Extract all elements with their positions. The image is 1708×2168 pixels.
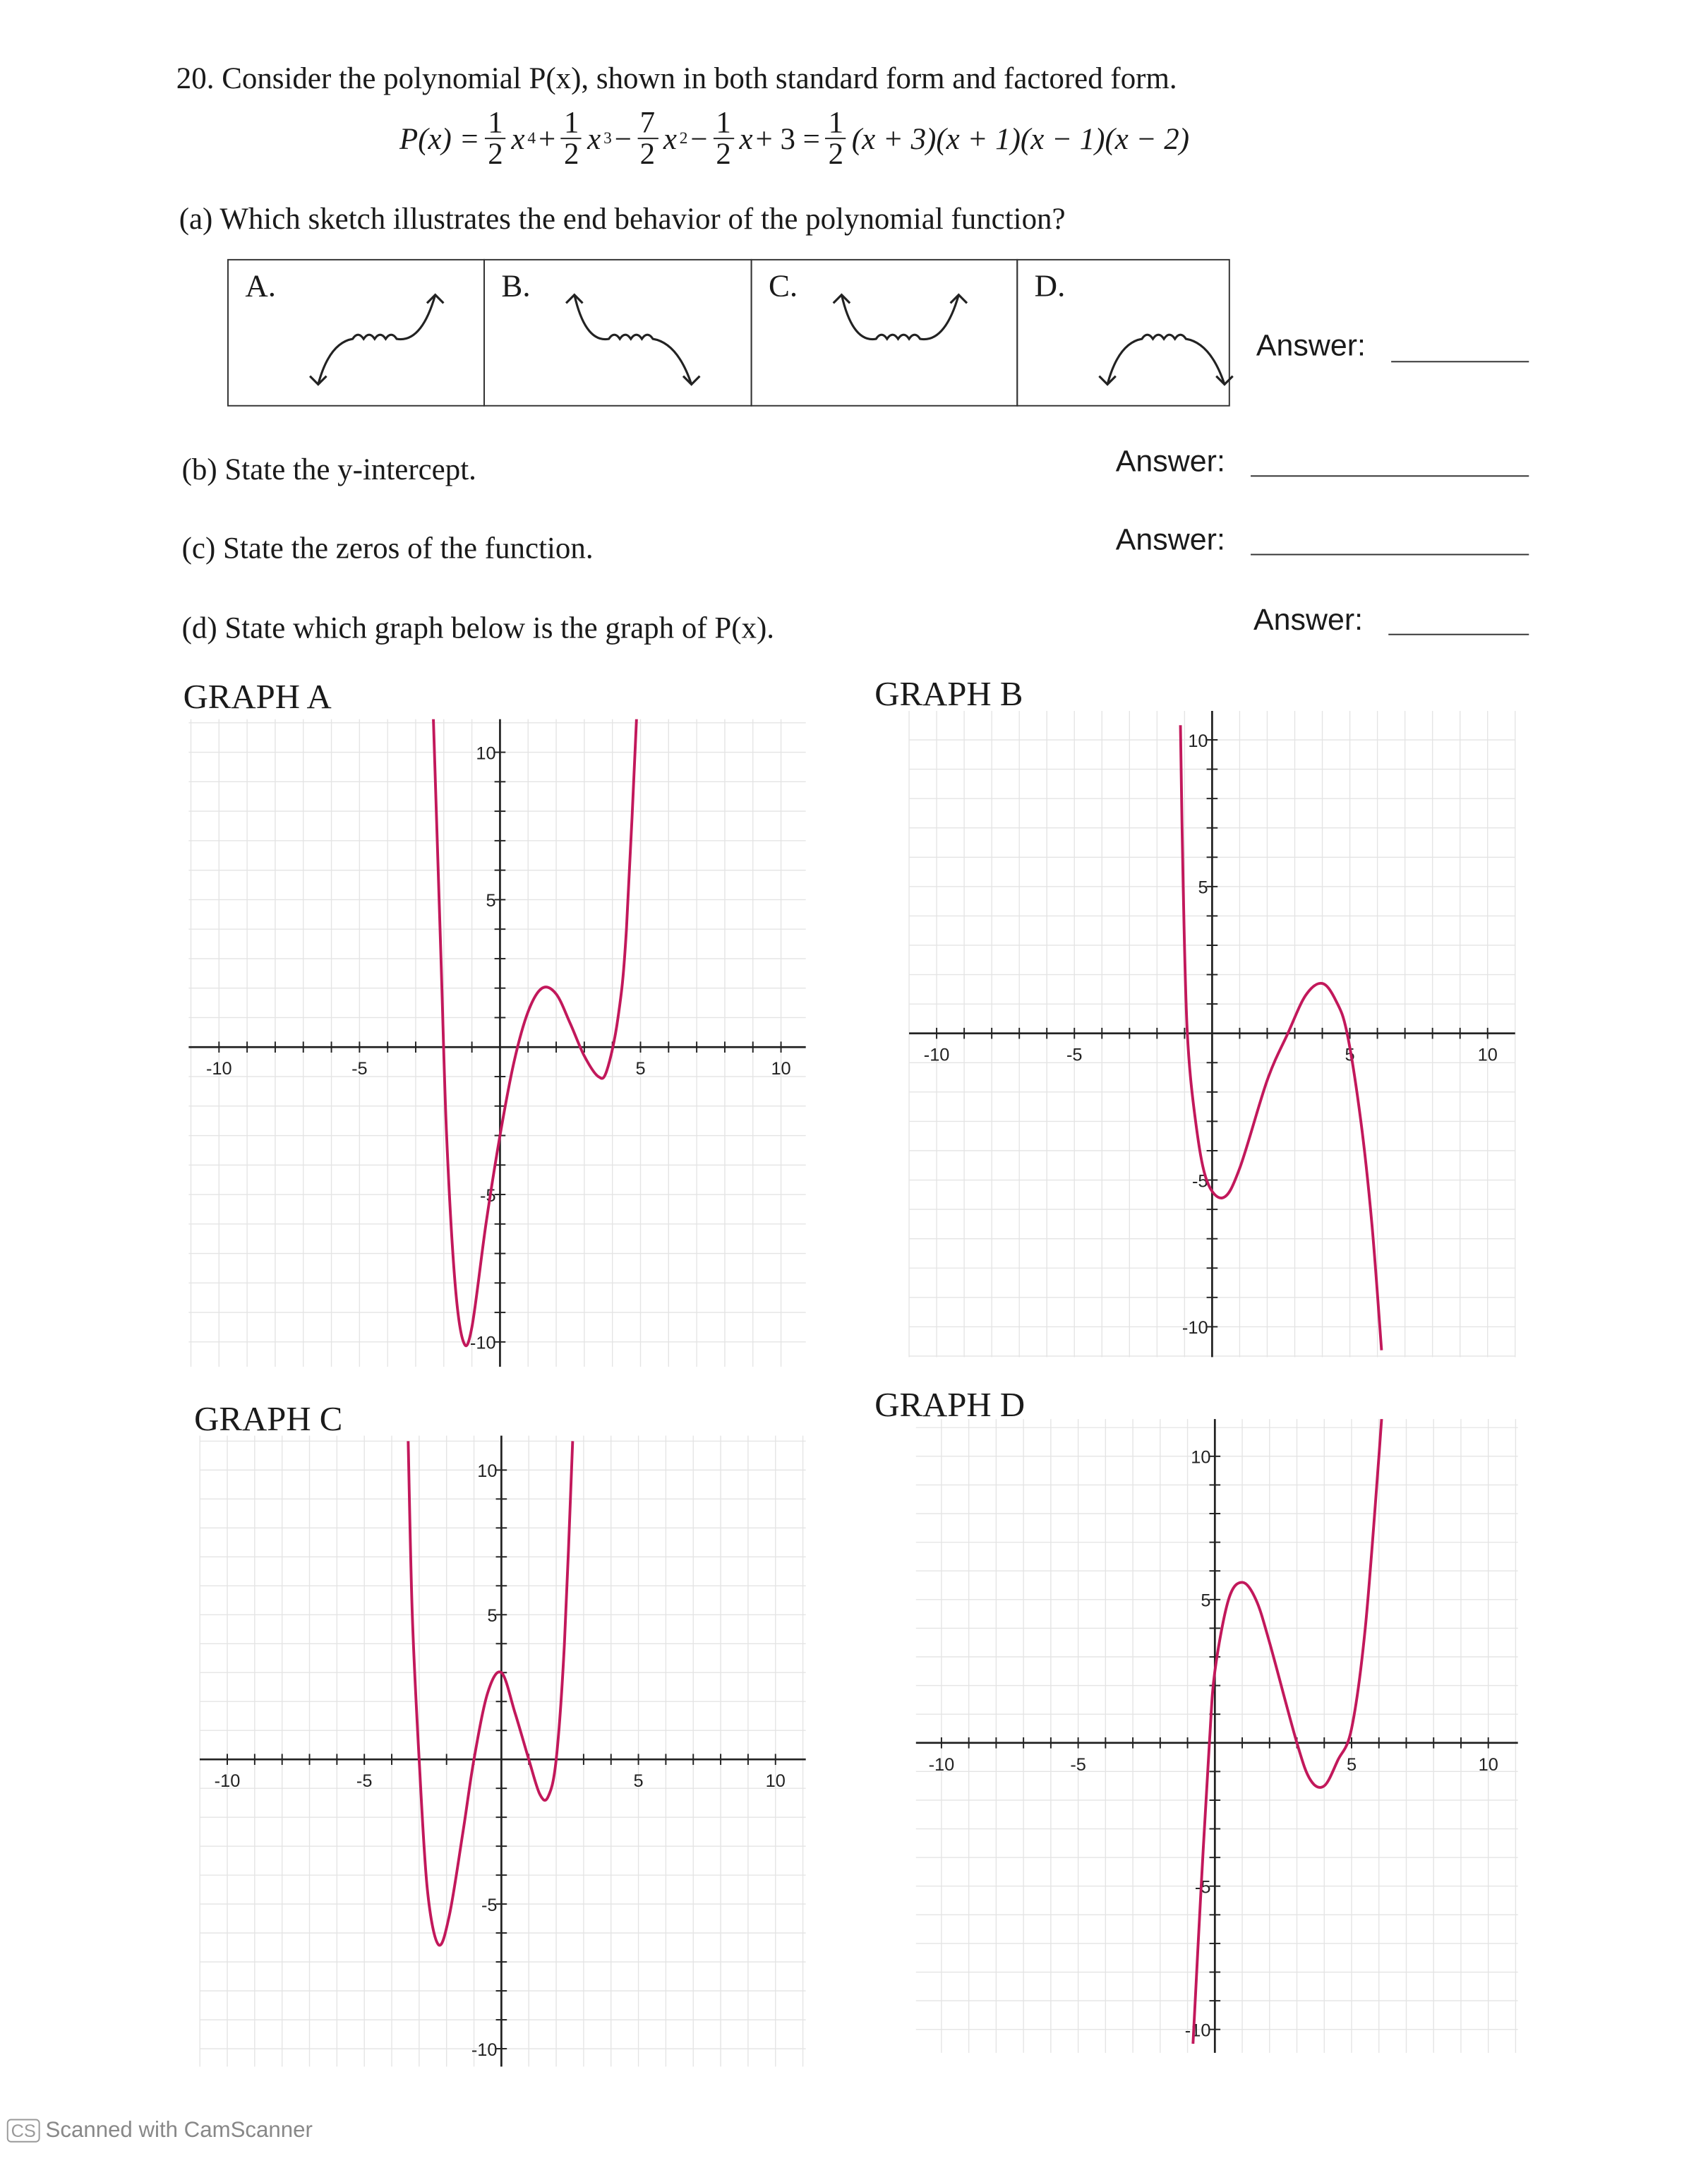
variable: x <box>587 120 601 155</box>
sketch-label: B. <box>501 268 531 304</box>
exponent: 3 <box>603 128 612 148</box>
answer-a-blank[interactable] <box>1391 361 1529 362</box>
denominator: 2 <box>488 136 503 171</box>
graph-d-title: GRAPH D <box>874 1387 1026 1425</box>
sketch-label: D. <box>1034 268 1066 304</box>
constant-term: + 3 = <box>755 120 820 155</box>
sketch-option-a[interactable] <box>227 259 485 407</box>
left-arrow-icon <box>1099 376 1115 385</box>
polynomial-curve <box>433 693 638 1346</box>
sketch-curve <box>575 295 692 385</box>
y-tick-label: 10 <box>477 1461 498 1482</box>
y-tick-label: -5 <box>480 1185 496 1206</box>
polynomial-curve <box>408 1441 572 1945</box>
fraction <box>485 104 505 171</box>
y-tick-label: 10 <box>476 743 496 764</box>
exponent: 4 <box>527 128 536 148</box>
end-behavior-sketch <box>800 268 1007 405</box>
fraction <box>826 104 846 171</box>
variable: x <box>739 120 753 155</box>
y-tick-label: 10 <box>1191 1447 1211 1468</box>
y-tick-label: -10 <box>1181 1318 1208 1338</box>
answer-c-label: Answer: <box>1115 522 1225 557</box>
answer-d-label: Answer: <box>1253 601 1364 637</box>
x-tick-label: -10 <box>928 1754 955 1775</box>
end-behavior-sketch <box>277 268 483 405</box>
polynomial-equation <box>399 104 1190 171</box>
footer-text: Scanned with CamScanner <box>45 2119 313 2143</box>
operator: − <box>614 120 632 155</box>
sketch-option-d[interactable] <box>1016 259 1229 407</box>
fraction <box>637 104 658 171</box>
part-c-question: (c) State the zeros of the function. <box>181 530 594 565</box>
sketch-curve <box>318 295 435 385</box>
y-tick-label: 10 <box>1188 731 1208 751</box>
x-tick-label: 10 <box>771 1059 791 1079</box>
answer-d-blank[interactable] <box>1388 634 1529 635</box>
x-tick-label: 5 <box>1346 1754 1357 1775</box>
sketch-option-b[interactable] <box>483 259 752 407</box>
answer-b-blank[interactable] <box>1251 475 1529 477</box>
x-tick-label: -10 <box>923 1045 950 1065</box>
question-number: 20. <box>176 60 215 95</box>
y-tick-label: 5 <box>487 1606 498 1627</box>
part-d-question: (d) State which graph below is the graph of P(x). <box>181 610 775 645</box>
y-tick-label: -5 <box>481 1895 498 1915</box>
x-tick-label: -5 <box>351 1059 368 1079</box>
x-tick-label: -5 <box>1066 1045 1083 1065</box>
sketch-curve <box>1107 335 1225 384</box>
denominator: 2 <box>716 136 731 171</box>
sketch-label: A. <box>245 268 277 304</box>
question-prompt <box>176 61 1177 97</box>
equation-lhs: P(x) = <box>399 120 480 155</box>
numerator: 1 <box>485 107 505 139</box>
y-tick-label: -5 <box>1194 1877 1211 1898</box>
y-tick-label: -10 <box>469 1333 496 1353</box>
graph-c-title: GRAPH C <box>194 1401 343 1439</box>
right-arrow-icon <box>427 295 443 304</box>
x-tick-label: 10 <box>765 1771 786 1792</box>
numerator: 1 <box>561 107 582 139</box>
x-tick-label: 10 <box>1477 1045 1498 1065</box>
answer-b-label: Answer: <box>1115 443 1225 479</box>
x-tick-label: -5 <box>1070 1754 1086 1775</box>
graph-b-title: GRAPH B <box>874 676 1023 714</box>
y-tick-label: 5 <box>1201 1591 1211 1611</box>
variable: x <box>511 120 525 155</box>
exponent: 2 <box>679 128 688 148</box>
fraction <box>561 104 582 171</box>
operator: − <box>690 120 708 155</box>
end-behavior-sketch <box>533 268 740 405</box>
denominator: 2 <box>828 136 844 171</box>
operator: + <box>539 120 556 155</box>
part-b-question: (b) State the y-intercept. <box>181 452 476 486</box>
polynomial-curve <box>1181 725 1382 1350</box>
variable: x <box>663 120 677 155</box>
question-text: Consider the polynomial P(x), shown in both standard form and factored form. <box>222 60 1177 95</box>
x-tick-label: 5 <box>1345 1045 1355 1065</box>
answer-a-label: Answer: <box>1256 328 1366 363</box>
camscanner-footer <box>7 2119 313 2144</box>
factored-form: (x + 3)(x + 1)(x − 1)(x − 2) <box>851 120 1190 155</box>
right-arrow-icon <box>1216 376 1232 385</box>
denominator: 2 <box>563 136 579 171</box>
denominator: 2 <box>639 136 656 171</box>
answer-c-blank[interactable] <box>1251 554 1529 556</box>
sketch-label: C. <box>768 268 798 304</box>
left-arrow-icon <box>310 376 326 385</box>
sketch-curve <box>841 295 958 340</box>
x-tick-label: 10 <box>1478 1754 1498 1775</box>
x-tick-label: 5 <box>635 1059 646 1079</box>
x-tick-label: 5 <box>633 1771 644 1792</box>
part-a-question: (a) Which sketch illustrates the end behavior of the polynomial function? <box>179 200 1066 236</box>
numerator: 1 <box>826 107 846 139</box>
right-arrow-icon <box>683 376 699 385</box>
sketch-option-c[interactable] <box>751 259 1018 407</box>
x-tick-label: -10 <box>214 1771 241 1792</box>
polynomial-curve <box>1193 1341 1387 2044</box>
fraction <box>713 104 733 171</box>
y-tick-label: 5 <box>1198 878 1208 898</box>
x-tick-label: -5 <box>356 1771 373 1792</box>
y-tick-label: 5 <box>486 891 496 911</box>
graph-a-title: GRAPH A <box>183 679 332 717</box>
y-tick-label: -10 <box>471 2040 498 2060</box>
x-tick-label: -10 <box>205 1059 232 1079</box>
end-behavior-sketch <box>1066 268 1273 405</box>
numerator: 7 <box>637 107 658 139</box>
camscanner-logo: CS <box>7 2119 40 2143</box>
y-tick-label: -5 <box>1191 1171 1208 1192</box>
y-tick-label: -10 <box>1184 2020 1211 2041</box>
right-arrow-icon <box>951 295 967 304</box>
numerator: 1 <box>713 107 733 139</box>
